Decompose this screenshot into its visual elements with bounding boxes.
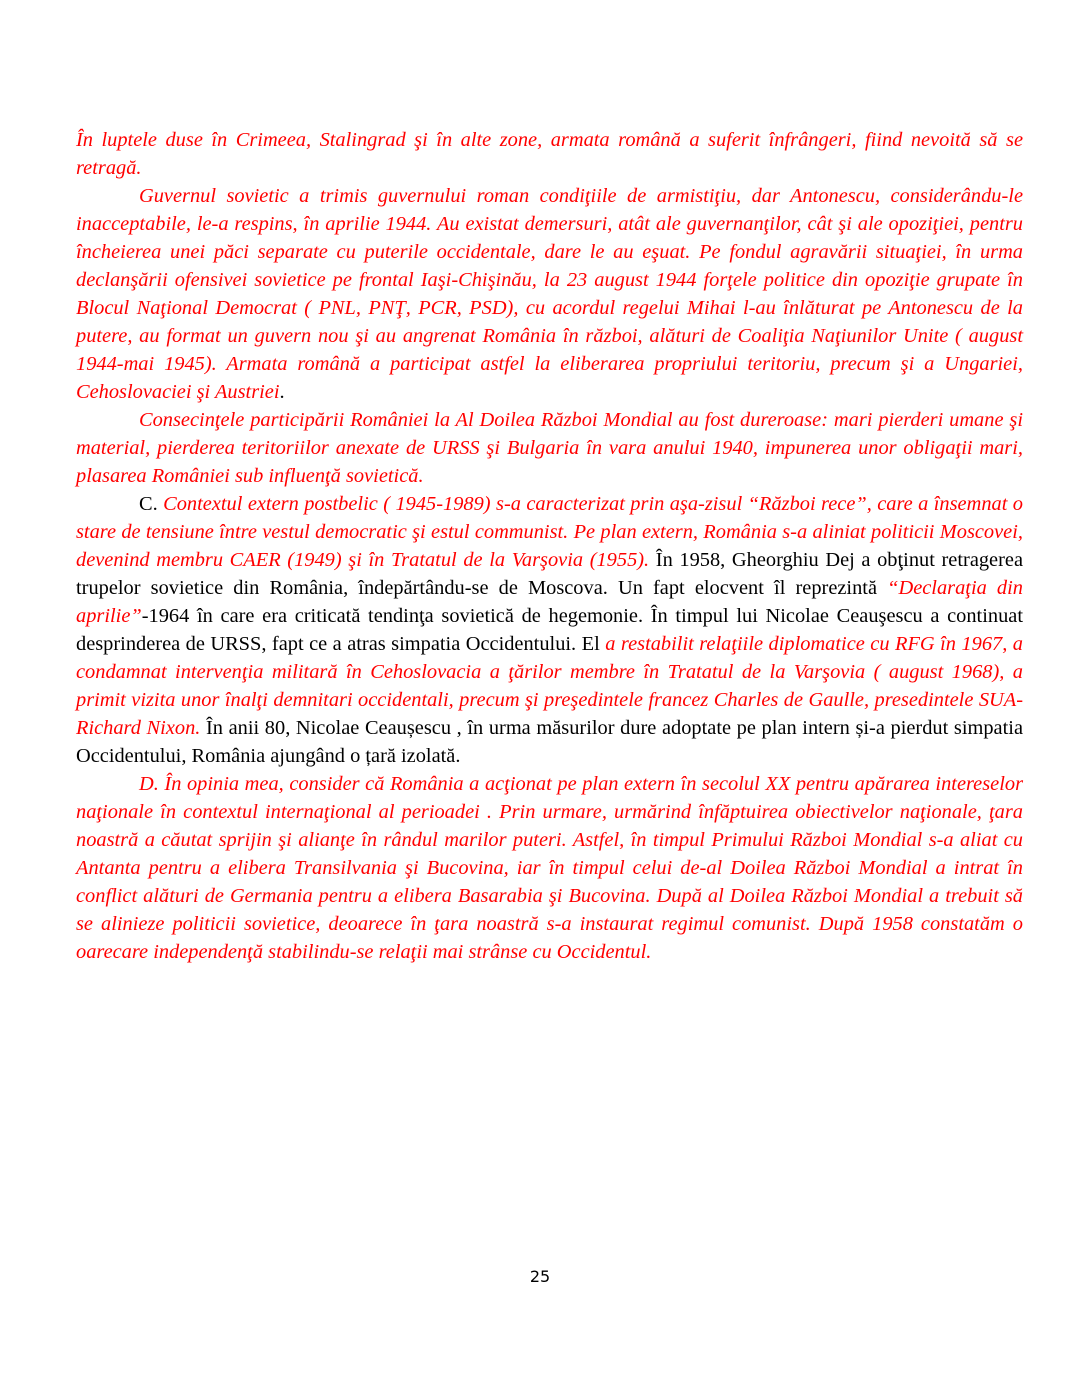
paragraph [76,126,1023,182]
paragraph [76,490,1023,770]
text-run: D. În opinia mea, consider că România a acţionat pe plan extern în secolul XX pentru apărarea intereselor naţionale în contextul internaţional al perioadei . Prin urmare, urmărind înfăptuirea obiectivelor naţionale, ţara noastră a căutat sprijin şi alianţe în rândul marilor puteri. Astfel, în timpul Primului Război Mondial s-a aliat cu Antanta pentru a elibera Transilvania şi Bucovina, iar în timpul celui de-al Doilea Război Mondial a intrat în conflict alături de Germania pentru a elibera Basarabia şi Bucovina. După al Doilea Război Mondial a trebuit să se alinieze politicii sovietice, deoarece în ţara noastră s-a instaurat regimul comunist. După 1958 constatăm o oarecare independenţă stabilindu-se relaţii mai strânse cu Occidentul. [76,773,1023,963]
document-body [76,126,1023,966]
section-marker: C. [139,493,164,515]
text-run: În anii 80, Nicolae Ceaușescu , în urma măsurilor dure adoptate pe plan intern și-a pierdut simpatia Occidentului, România ajungând o țară izolată. [76,717,1023,767]
text-run: Guvernul sovietic a trimis guvernului roman condiţiile de armistiţiu, dar Antonescu, considerându-le inacceptabile, le-a respins, în aprilie 1944. Au existat demersuri, atât ale guvernanţilor, cât şi ale opoziţiei, pentru încheierea unei păci separate cu puterile occidentale, dare le au eşuat. Pe fondul agravării situaţiei, în urma declanşării ofensivei sovietice pe frontal Iaşi-Chişinău, la 23 august 1944 forţele politice din opoziţie grupate în Blocul Naţional Democrat ( PNL, PNŢ, PCR, PSD), cu acordul regelui Mihai l-au înlăturat pe Antonescu de la putere, au format un guvern nou şi au angrenat România în război, alături de Coaliţia Naţiunilor Unite ( august 1944-mai 1945). Armata română a participat astfel la eliberarea propriului teritoriu, precum şi a Ungariei, Cehoslovaciei şi Austriei [76,185,1023,403]
text-run: Contextul extern postbelic ( 1945-1989) s-a caracterizat prin aşa-zisul “Război rece”, care a însemnat o stare de tensiune între vestul democratic şi estul communist. Pe plan extern, România s-a aliniat politicii Moscovei, devenind membru CAER (1949) şi în Tratatul de la Varşovia (1955). [76,493,1023,571]
paragraph [76,406,1023,490]
text-run: “Declaraţia din aprilie” [76,577,1023,627]
text-run: -1964 în care era criticată tendinţa sovietică de hegemonie. În timpul lui Nicolae Ceauşescu a continuat desprinderea de URSS, fapt ce a atras simpatia Occidentului. El [76,605,1023,655]
paragraph [76,770,1023,966]
text-run: În 1958, Gheorghiu Dej a obţinut retragerea trupelor sovietice din România, îndepărtându-se de Moscova. Un fapt elocvent îl reprezintă [76,549,1024,599]
text-run: În luptele duse în Crimeea, Stalingrad şi în alte zone, armata română a suferit înfrângeri, fiind nevoită să se retragă. [76,129,1023,179]
text-run: a restabilit relaţiile diplomatice cu RFG în 1967, a condamnat intervenţia militară în Cehoslovacia a ţărilor membre în Tratatul de la Varşovia ( august 1968), a primit vizita unor înalţi demnitari occidentali, precum şi preşedintele francez Charles de Gaulle, presedintele SUA- Richard Nixon. [76,633,1023,739]
page-number: 25 [529,1267,551,1286]
paragraph [76,182,1023,406]
text-run: . [279,381,285,403]
text-run: Consecinţele participării României la Al Doilea Război Mondial au fost dureroase: mari pierderi umane şi material, pierderea teritoriilor anexate de URSS şi Bulgaria în vara anului 1940, impunerea unor obligaţii mari, plasarea României sub influenţă sovietică. [76,409,1023,487]
